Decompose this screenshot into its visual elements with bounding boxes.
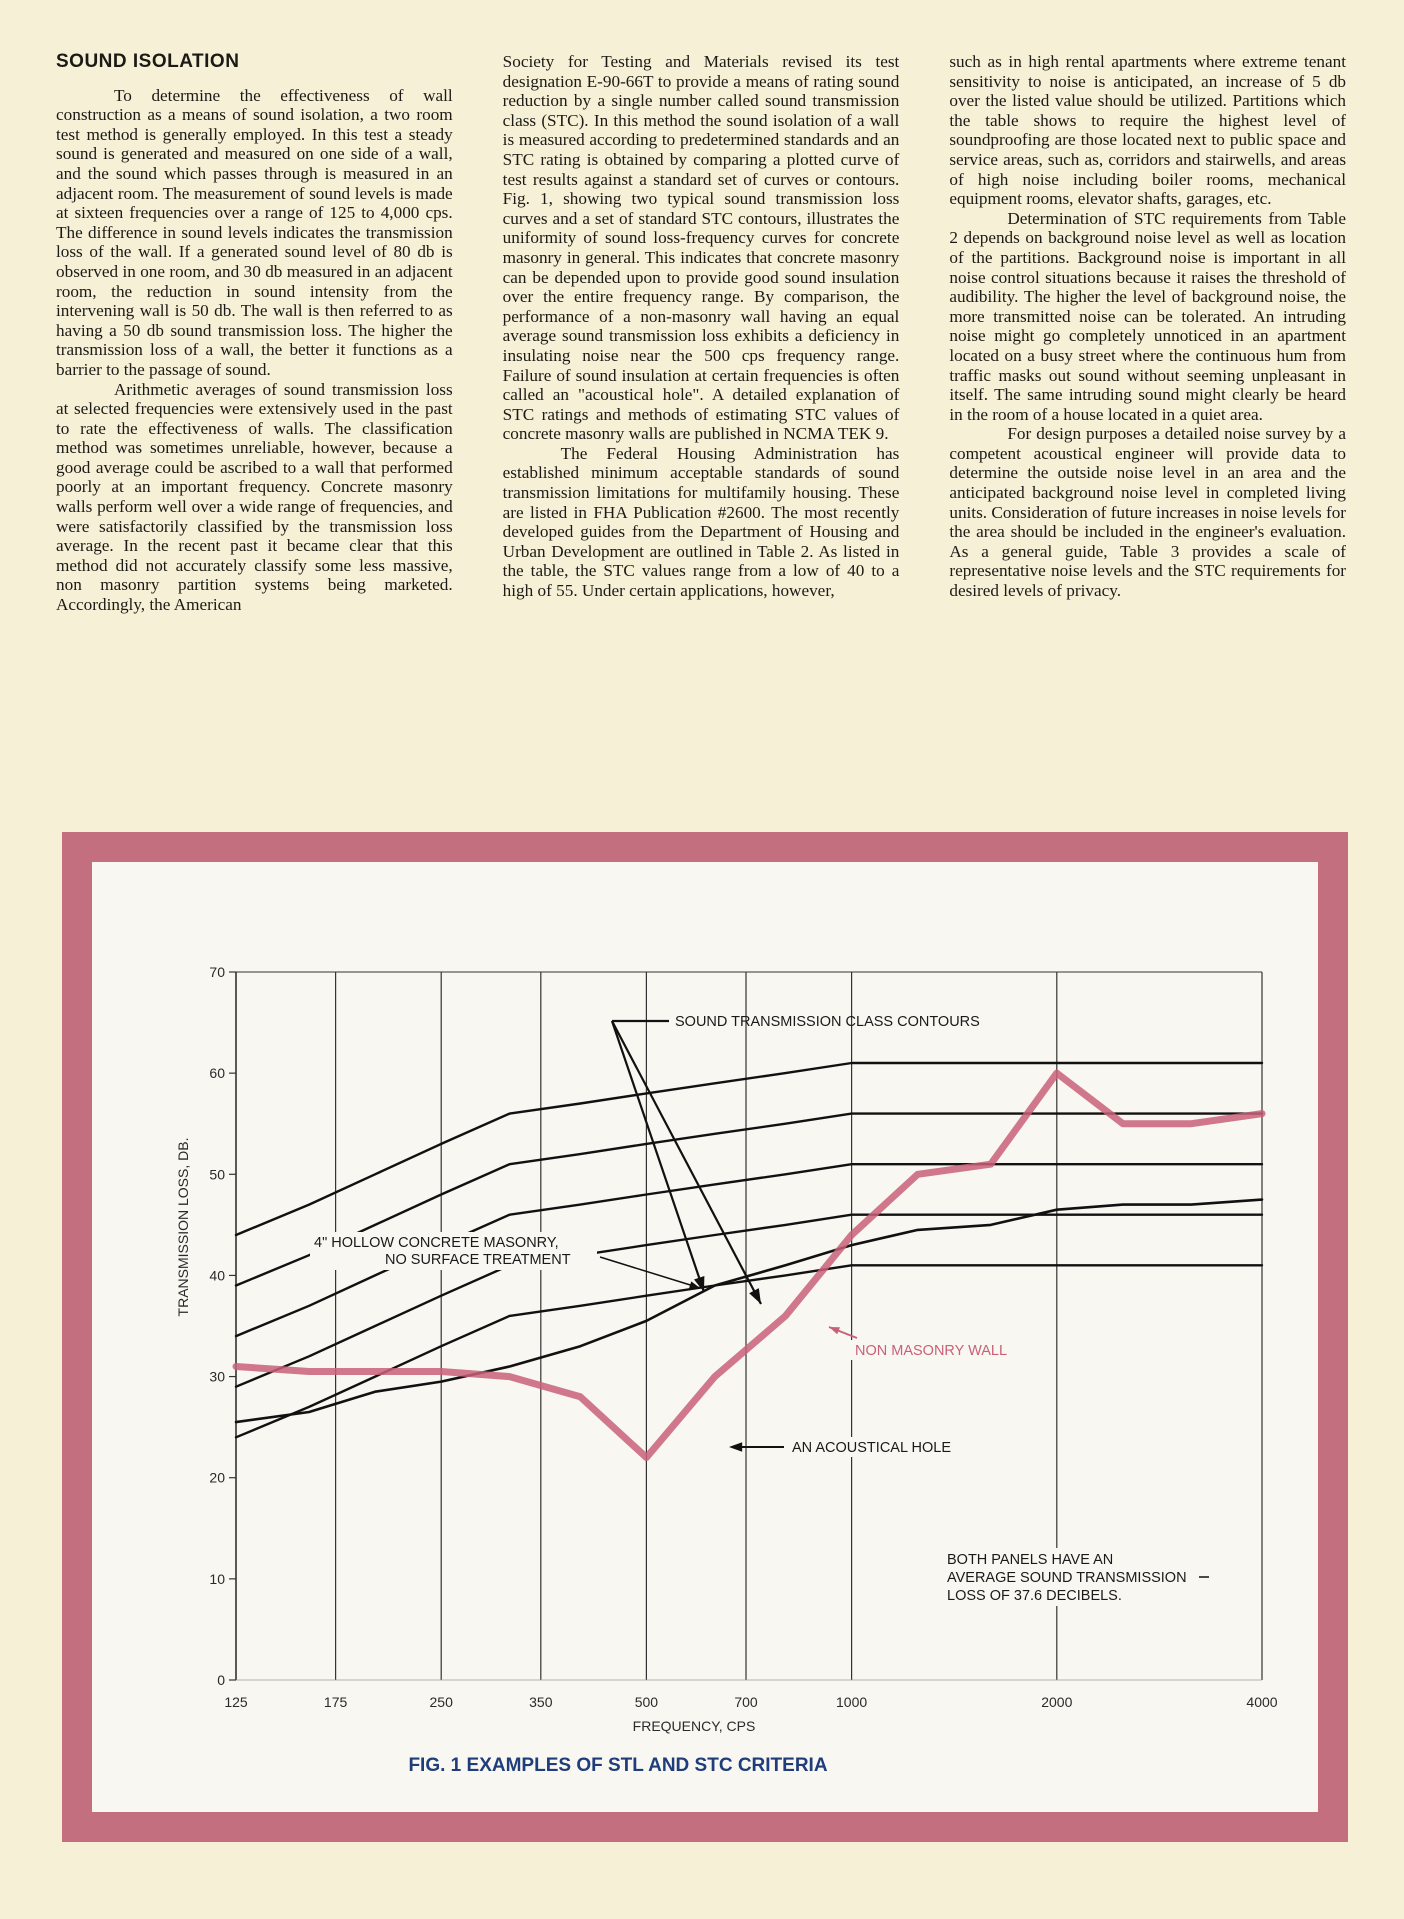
- paragraph: For design purposes a detailed noise survey by a competent acoustical engineer will provide data to determine the outside noise level in an area and the anticipated background noise level in completed living units. Consideration of future increases in noise levels for the area should be included in the engineer's evaluation. As a general guide, Table 3 provides a scale of representative noise levels and the STC requirements for desired levels of privacy.: [949, 424, 1347, 601]
- arrow-head-icon: [729, 1442, 742, 1452]
- masonry-leader-line: [600, 1257, 700, 1288]
- average-note-line-1: BOTH PANELS HAVE AN: [947, 1552, 1114, 1568]
- x-tick-label: 500: [634, 1694, 659, 1710]
- y-tick-label: 10: [209, 1570, 225, 1587]
- average-note-line-2: AVERAGE SOUND TRANSMISSION: [947, 1570, 1187, 1586]
- paragraph: Society for Testing and Materials revised its test designation E-90-66T to provide a means of rating sound reduction by a single number called sound transmission class (STC). In this method the sound isolation of a wall is measured according to predetermined standards and an STC rating is obtained by comparing a plotted curve of test results against a standard set of curves or contours. Fig. 1, showing two typical sound transmission loss curves and a set of standard STC contours, illustrates the uniformity of sound loss-frequency curves for concrete masonry in general. This indicates that concrete masonry can be depended upon to provide good sound insulation over the entire frequency range. By comparison, the performance of a non-masonry wall having an equal average sound transmission loss exhibits a deficiency in insulating noise near the 500 cps frequency range. Failure of sound insulation at certain frequencies is often called an "acoustical hole". A detailed explanation of STC ratings and methods of estimating STC values of concrete masonry walls are published in NCMA TEK 9.: [502, 52, 900, 444]
- stc-arrow-line: [612, 1021, 761, 1304]
- arrow-head-icon: [829, 1327, 840, 1334]
- x-tick-label: 4000: [1246, 1694, 1278, 1710]
- masonry-label-line-2: NO SURFACE TREATMENT: [385, 1252, 571, 1268]
- x-tick-label: 350: [529, 1694, 553, 1710]
- section-heading: SOUND ISOLATION: [56, 51, 240, 72]
- paragraph: To determine the effectiveness of wall construction as a means of sound isolation, a two room test method is generally employed. In this test a steady sound is generated and measured on one side of a wall, and the sound which passes through is measured in an adjacent room. The measurement of sound levels is made at sixteen frequencies over a range of 125 to 4,000 cps. The difference in sound levels indicates the transmission loss of the wall. If a generated sound level of 80 db is observed in one room, and 30 db measured in an adjacent room, the reduction in sound intensity from the intervening wall is 50 db. The wall is then referred to as having a 50 db sound transmission loss. The higher the transmission loss of a wall, the better it functions as a barrier to the passage of sound.: [56, 85, 453, 379]
- stl-stc-chart: [92, 862, 1318, 1812]
- stc-contour-line: [236, 1063, 1262, 1235]
- text-column-2: [503, 52, 900, 812]
- y-tick-label: 40: [209, 1267, 225, 1284]
- arrow-head-icon: [749, 1288, 761, 1304]
- y-tick-label: 0: [217, 1672, 225, 1688]
- stc-contours-label: SOUND TRANSMISSION CLASS CONTOURS: [675, 1014, 980, 1030]
- x-tick-label: 700: [734, 1694, 758, 1710]
- average-note-line-3: LOSS OF 37.6 DECIBELS.: [947, 1588, 1122, 1604]
- text-column-3: [949, 52, 1346, 812]
- y-tick-label: 60: [209, 1065, 225, 1082]
- non-masonry-label: NON MASONRY WALL: [855, 1343, 1008, 1359]
- arrow-head-icon: [694, 1276, 704, 1292]
- text-columns: [56, 52, 1346, 812]
- stc-arrow-line: [612, 1021, 704, 1292]
- paragraph: such as in high rental apartments where extreme tenant sensitivity to noise is anticipated, an increase of 5 db over the listed value should be utilized. Partitions which the table shows to require the highest level of soundproofing are those located next to public space and service areas, such as, corridors and stairwells, and areas of high noise including boiler rooms, mechanical equipment rooms, elevator shafts, garages, etc.: [949, 52, 1347, 209]
- x-tick-label: 125: [224, 1694, 248, 1710]
- paragraph: Determination of STC requirements from Table 2 depends on background noise level as well as location of the partitions. Background noise is important in all noise control situations because it raises the threshold of audibility. The higher the level of background noise, the more transmitted noise can be tolerated. An intruding noise might go completely unnoticed in an apartment located on a busy street where the continuous hum from traffic masks out sound without seeming unpleasant in itself. The same intruding sound might clearly be heard in the room of a house located in a quiet area.: [949, 208, 1347, 424]
- y-tick-label: 20: [209, 1469, 225, 1486]
- acoustical-hole-label: AN ACOUSTICAL HOLE: [792, 1440, 952, 1456]
- text-column-1: [56, 52, 453, 812]
- y-axis-label: TRANSMISSION LOSS, DB.: [175, 1137, 191, 1317]
- paragraph: The Federal Housing Administration has established minimum acceptable standards of sound transmission limitations for multifamily housing. These are listed in FHA Publication #2600. The most recently developed guides from the Department of Housing and Urban Development are outlined in Table 2. As listed in the table, the STC values range from a low of 40 to a high of 55. Under certain applications, however,: [502, 443, 900, 601]
- x-tick-label: 2000: [1041, 1694, 1073, 1710]
- y-tick-label: 30: [209, 1368, 225, 1385]
- paragraph: Arithmetic averages of sound transmission loss at selected frequencies were extensively used in the past to rate the effectiveness of walls. The classification method was sometimes unreliable, however, because a good average could be ascribed to a wall that performed poorly at an important frequency. Concrete masonry walls perform well over a wide range of frequencies, and were satisfactorily classified by the transmission loss average. In the recent past it became clear that this method did not accurately classify some less massive, non masonry partition systems being marketed. Accordingly, the American: [56, 379, 453, 615]
- y-tick-label: 70: [209, 964, 225, 980]
- figure-frame: [62, 832, 1348, 1842]
- y-tick-label: 50: [209, 1166, 225, 1183]
- figure-panel: [92, 862, 1318, 1812]
- masonry-label-line-1: 4" HOLLOW CONCRETE MASONRY,: [314, 1235, 559, 1251]
- x-tick-label: 250: [429, 1694, 453, 1710]
- figure-caption: FIG. 1 EXAMPLES OF STL AND STC CRITERIA: [408, 1755, 828, 1776]
- x-axis-label: FREQUENCY, CPS: [632, 1718, 756, 1734]
- x-tick-label: 175: [323, 1694, 348, 1710]
- x-tick-label: 1000: [836, 1694, 868, 1710]
